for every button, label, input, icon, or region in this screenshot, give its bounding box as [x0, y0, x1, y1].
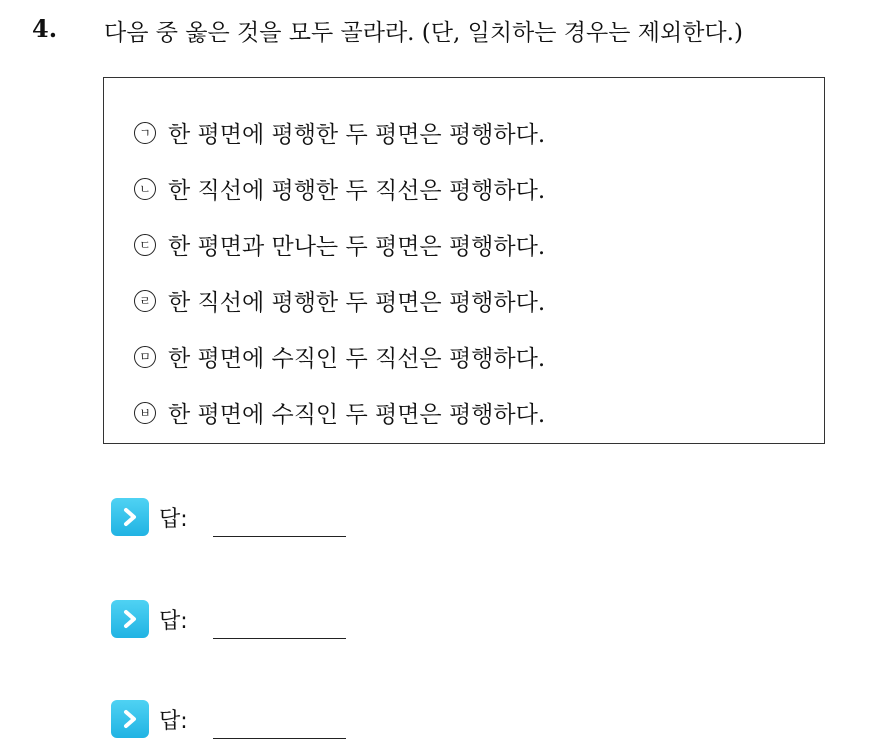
- statement-text: 한 직선에 평행한 두 평면은 평행하다.: [168, 290, 546, 316]
- question-number: 4.: [32, 14, 58, 43]
- statement-text: 한 평면에 수직인 두 평면은 평행하다.: [168, 402, 546, 428]
- statement-item: [134, 340, 545, 373]
- chevron-right-glyph: [120, 709, 140, 729]
- answer-label: 답:: [159, 708, 188, 734]
- chevron-right-icon: [111, 600, 149, 638]
- chevron-right-icon: [111, 498, 149, 536]
- answer-blank[interactable]: [213, 638, 346, 639]
- circled-marker: ㄴ: [134, 178, 156, 200]
- circled-marker: ㅁ: [134, 346, 156, 368]
- statement-item: [134, 228, 545, 261]
- statement-text: 한 직선에 평행한 두 직선은 평행하다.: [168, 178, 546, 204]
- statement-item: [134, 172, 545, 205]
- statement-text: 한 평면과 만나는 두 평면은 평행하다.: [168, 234, 546, 260]
- circled-marker: ㅂ: [134, 402, 156, 424]
- answer-blank[interactable]: [213, 536, 346, 537]
- statement-item: [134, 284, 545, 317]
- circled-marker: ㄹ: [134, 290, 156, 312]
- answer-row: [111, 600, 188, 638]
- answer-row: [111, 700, 188, 738]
- question-text: 다음 중 옳은 것을 모두 골라라. (단, 일치하는 경우는 제외한다.): [104, 20, 743, 46]
- chevron-right-icon: [111, 700, 149, 738]
- answer-row: [111, 498, 188, 536]
- statement-item: [134, 396, 545, 429]
- answer-label: 답:: [159, 506, 188, 532]
- chevron-right-glyph: [120, 609, 140, 629]
- answer-label: 답:: [159, 608, 188, 634]
- statement-text: 한 평면에 수직인 두 직선은 평행하다.: [168, 346, 546, 372]
- statement-item: [134, 116, 545, 149]
- statement-text: 한 평면에 평행한 두 평면은 평행하다.: [168, 122, 546, 148]
- circled-marker: ㄱ: [134, 122, 156, 144]
- statement-box: [103, 77, 825, 444]
- answer-blank[interactable]: [213, 738, 346, 739]
- chevron-right-glyph: [120, 507, 140, 527]
- circled-marker: ㄷ: [134, 234, 156, 256]
